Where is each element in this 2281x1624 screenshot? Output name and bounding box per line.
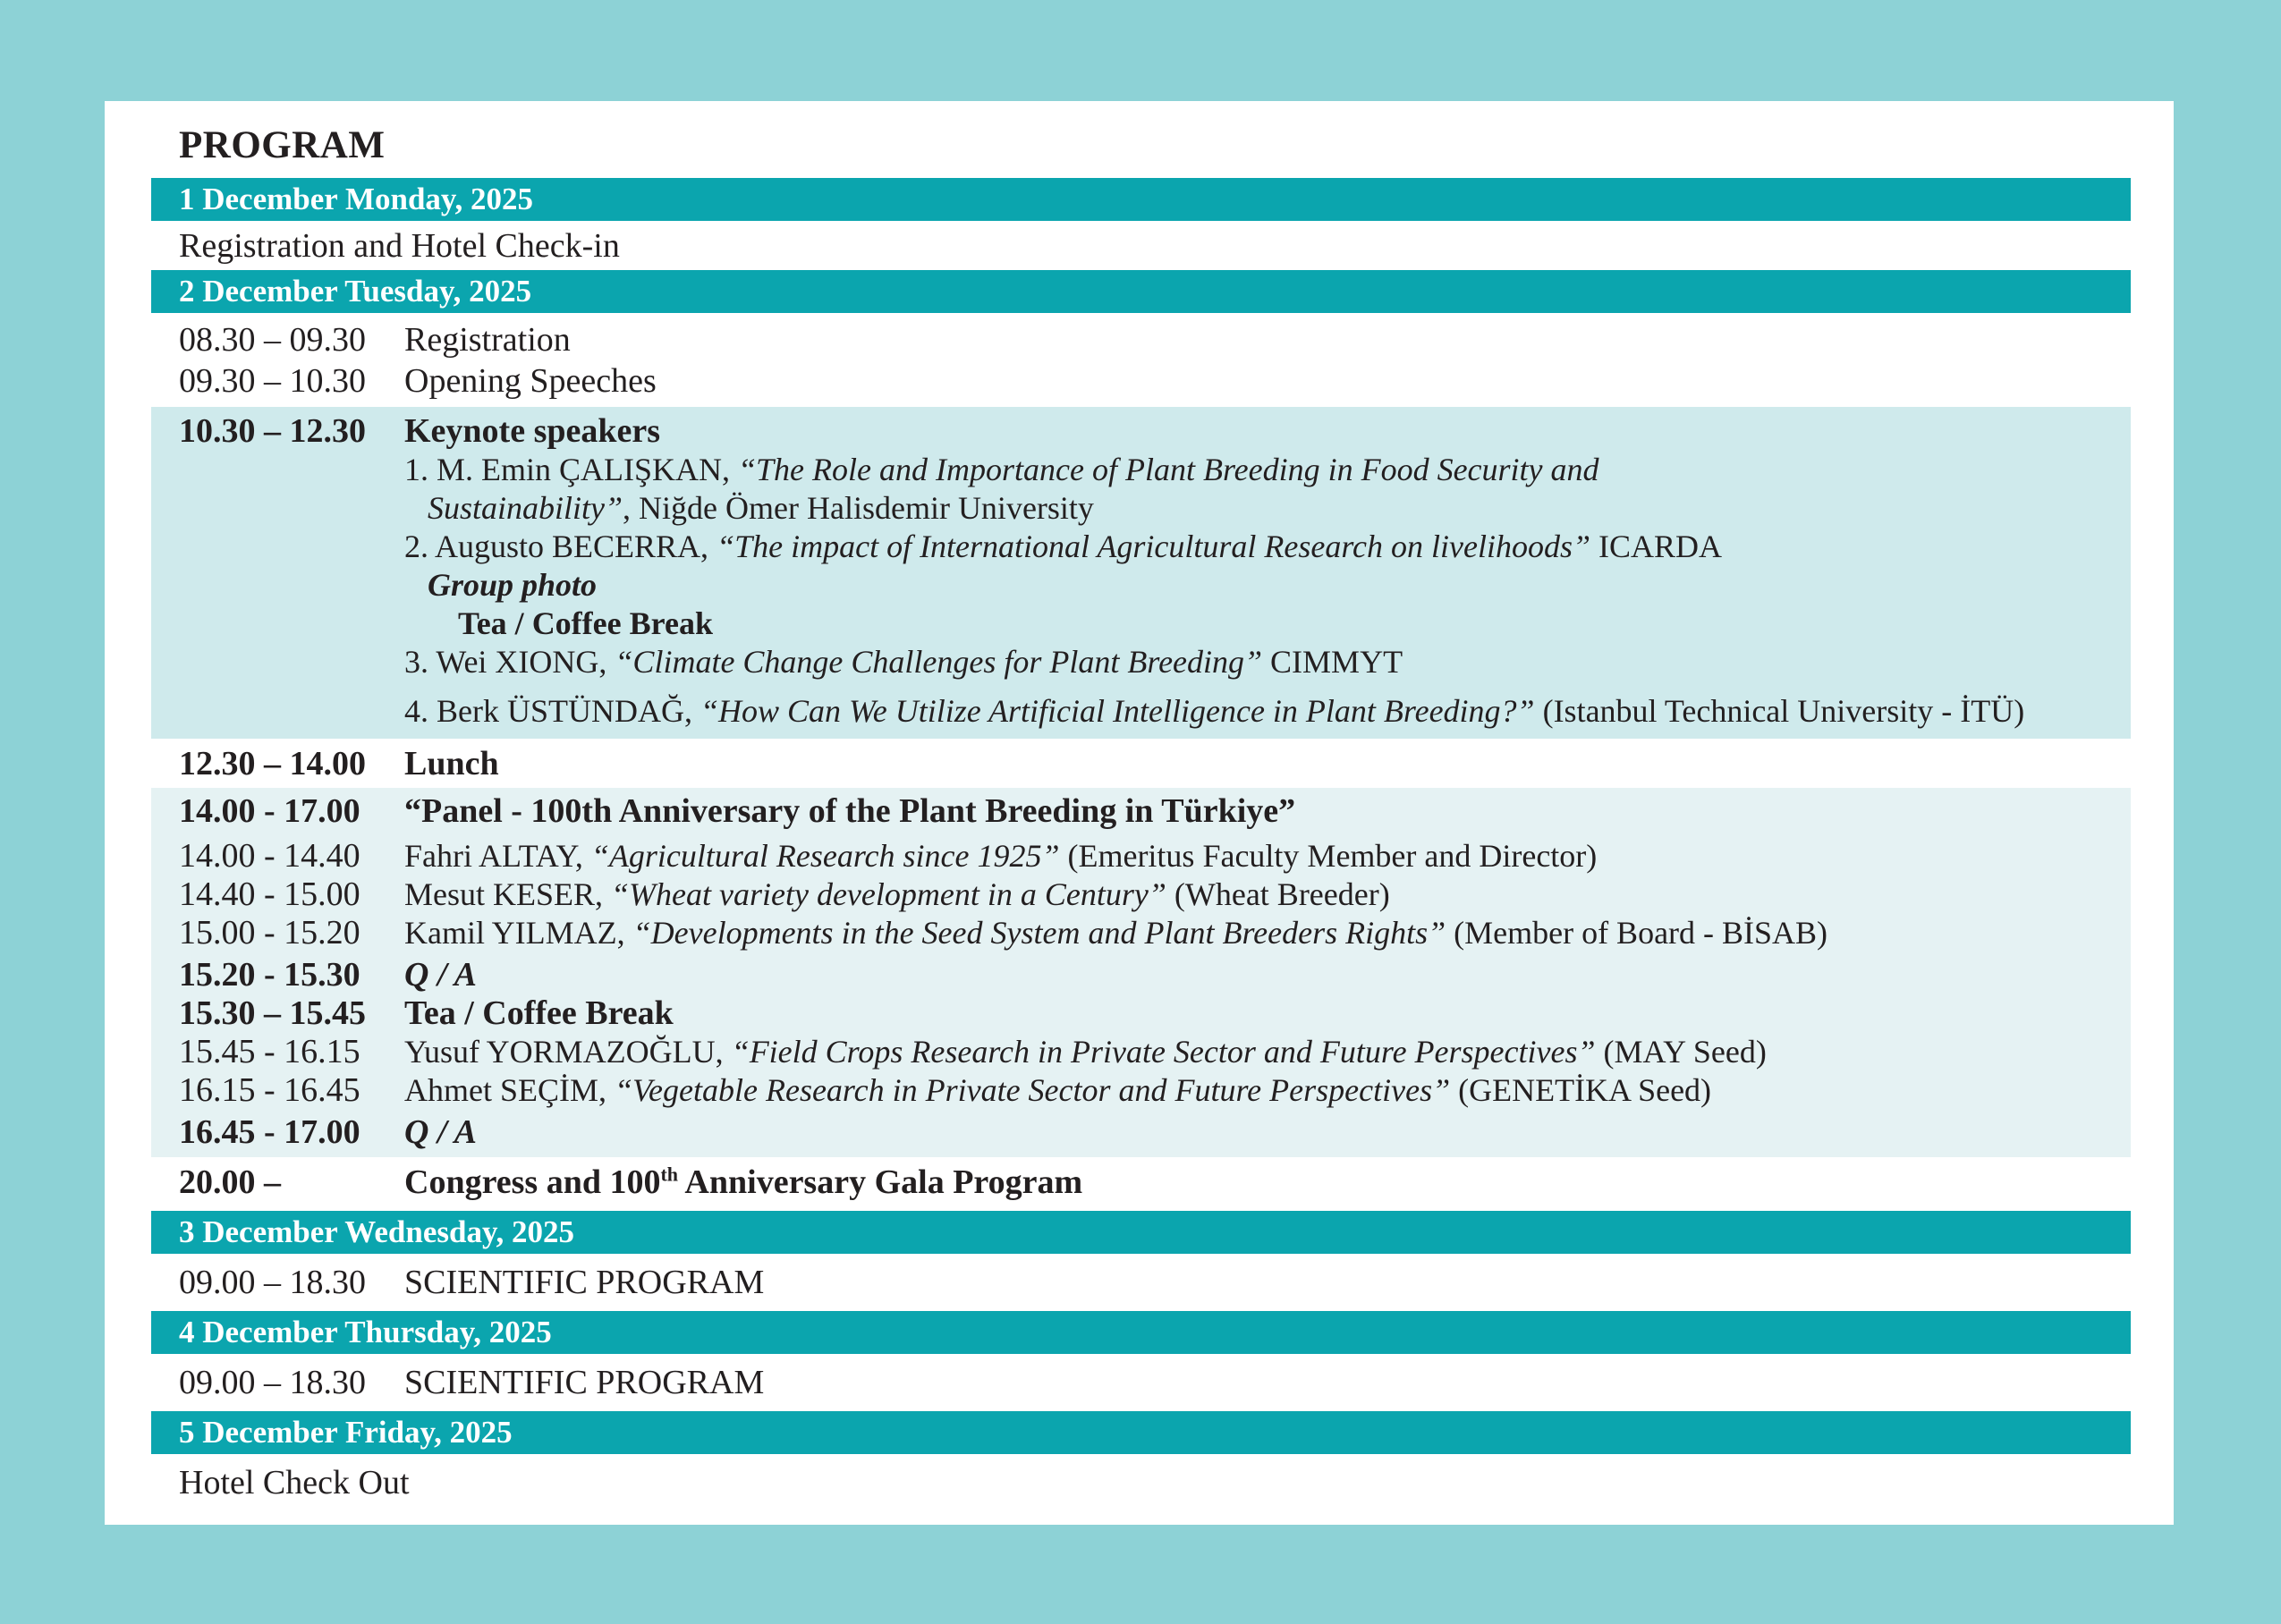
day-header-thursday — [151, 1311, 2131, 1354]
speaker-name: 3. Wei XIONG, — [404, 644, 615, 680]
time-range: 14.40 - 15.00 — [179, 875, 360, 913]
session-description: “Panel - 100th Anniversary of the Plant Breeding in Türkiye” — [404, 792, 1296, 830]
speaker-affiliation: (MAY Seed) — [1595, 1034, 1767, 1070]
session-description — [404, 837, 1597, 875]
time-range: 14.00 - 14.40 — [179, 837, 360, 875]
time-range: 15.45 - 16.15 — [179, 1033, 360, 1070]
session-description: Congress and 100th Anniversary Gala Program — [404, 1163, 1083, 1201]
day-header-label: 2 December Tuesday, 2025 — [179, 274, 532, 309]
speaker-affiliation: CIMMYT — [1262, 644, 1403, 680]
speaker-name: 2. Augusto BECERRA, — [404, 529, 717, 564]
day-header-monday — [151, 178, 2131, 221]
keynote-item-1-line-1 — [404, 451, 2131, 489]
speaker-name: 1. M. Emin ÇALIŞKAN, — [404, 452, 739, 487]
page-title: PROGRAM — [179, 124, 386, 166]
panel-heading-row — [151, 792, 2131, 831]
keynote-item-3 — [404, 643, 2131, 681]
day-header-wednesday — [151, 1211, 2131, 1254]
panel-talk-row — [151, 837, 2131, 875]
talk-title: “Climate Change Challenges for Plant Breeding” — [615, 644, 1263, 680]
day-header-friday — [151, 1411, 2131, 1454]
talk-title: “Wheat variety development in a Century” — [611, 876, 1166, 912]
speaker-affiliation: (Istanbul Technical University - İTÜ) — [1534, 693, 2025, 729]
talk-title: Sustainability” — [428, 490, 623, 526]
time-range: 09.00 – 18.30 — [179, 1364, 366, 1401]
speaker-name: Fahri ALTAY, — [404, 838, 591, 874]
schedule-row-opening — [151, 360, 2131, 402]
schedule-row-checkin — [151, 221, 2131, 270]
session-description: SCIENTIFIC PROGRAM — [404, 1264, 765, 1301]
talk-title: “How Can We Utilize Artificial Intelligence in Plant Breeding?” — [700, 693, 1535, 729]
time-range: 15.00 - 15.20 — [179, 914, 360, 952]
time-range: 14.00 - 17.00 — [179, 792, 360, 830]
ordinal-superscript: th — [660, 1163, 679, 1186]
session-description: Lunch — [404, 745, 499, 782]
panel-talk-row — [151, 1033, 2131, 1071]
time-range: 16.15 - 16.45 — [179, 1071, 360, 1109]
day-header-label: 4 December Thursday, 2025 — [179, 1315, 552, 1349]
talk-title: “Agricultural Research since 1925” — [590, 838, 1060, 874]
speaker-affiliation: (Emeritus Faculty Member and Director) — [1059, 838, 1598, 874]
program-content — [151, 101, 2131, 1503]
time-range: 12.30 – 14.00 — [179, 745, 366, 782]
scientific-program-row — [151, 1354, 2131, 1411]
panel-session-block — [151, 788, 2131, 1157]
session-description: Tea / Coffee Break — [404, 994, 674, 1032]
day-header-tuesday — [151, 270, 2131, 313]
talk-title: “Vegetable Research in Private Sector and Future Perspectives” — [615, 1072, 1451, 1108]
morning-rows — [151, 313, 2131, 407]
program-sheet — [105, 101, 2174, 1525]
keynote-item-1-line-2 — [428, 489, 2131, 528]
keynote-item-4 — [404, 692, 2131, 731]
coffee-break-label: Tea / Coffee Break — [458, 605, 713, 641]
speaker-affiliation: ICARDA — [1590, 529, 1723, 564]
talk-title: “Field Crops Research in Private Sector and Future Perspectives” — [731, 1034, 1596, 1070]
keynote-heading-row — [151, 412, 2131, 451]
group-photo-label: Group photo — [428, 567, 598, 603]
time-range: 10.30 – 12.30 — [179, 412, 366, 450]
panel-talk-row — [151, 1071, 2131, 1110]
time-range: 08.30 – 09.30 — [179, 321, 366, 359]
schedule-row-registration — [151, 319, 2131, 360]
time-range: 15.20 - 15.30 — [179, 956, 360, 994]
session-description — [404, 1071, 1711, 1110]
day-header-label: 5 December Friday, 2025 — [179, 1415, 513, 1450]
speaker-name: Kamil YILMAZ, — [404, 915, 633, 951]
speaker-affiliation: , Niğde Ömer Halisdemir University — [623, 490, 1094, 526]
talk-title: “Developments in the Seed System and Plant Breeders Rights” — [632, 915, 1446, 951]
panel-talk-row — [151, 914, 2131, 952]
session-description: Registration — [404, 321, 571, 359]
session-description — [404, 1033, 1767, 1071]
speaker-affiliation: (Wheat Breeder) — [1166, 876, 1390, 912]
time-range: 09.00 – 18.30 — [179, 1264, 366, 1301]
time-range: 16.45 - 17.00 — [179, 1113, 360, 1151]
speaker-affiliation: (GENETİKA Seed) — [1450, 1072, 1712, 1108]
qa-row — [151, 1113, 2131, 1152]
gala-row — [151, 1157, 2131, 1206]
session-description: SCIENTIFIC PROGRAM — [404, 1364, 765, 1401]
speaker-name: 4. Berk ÜSTÜNDAĞ, — [404, 693, 700, 729]
hotel-checkout-row — [151, 1454, 2131, 1503]
session-description: Registration and Hotel Check-in — [179, 227, 620, 265]
session-description: Hotel Check Out — [179, 1464, 410, 1501]
time-range: 09.30 – 10.30 — [179, 362, 366, 400]
speaker-name: Yusuf YORMAZOĞLU, — [404, 1034, 732, 1070]
session-description: Keynote speakers — [404, 412, 661, 450]
speaker-name: Mesut KESER, — [404, 876, 612, 912]
time-range: 15.30 – 15.45 — [179, 994, 366, 1032]
keynote-session-block — [151, 407, 2131, 739]
qa-row — [151, 956, 2131, 994]
day-header-label: 3 December Wednesday, 2025 — [179, 1214, 575, 1249]
coffee-break-row — [151, 994, 2131, 1033]
scientific-program-row — [151, 1254, 2131, 1311]
panel-talk-row — [151, 875, 2131, 914]
session-description: Opening Speeches — [404, 362, 657, 400]
schedule-row-lunch — [151, 739, 2131, 788]
session-description — [404, 914, 1827, 952]
talk-title: “The impact of International Agricultural Research on livelihoods” — [717, 529, 1591, 564]
session-description: Q / A — [404, 956, 477, 994]
day-header-label: 1 December Monday, 2025 — [179, 182, 533, 216]
keynote-item-2 — [404, 528, 2131, 566]
talk-title: “The Role and Importance of Plant Breeding in Food Security and — [738, 452, 1599, 487]
session-description: Q / A — [404, 1113, 477, 1151]
time-range: 20.00 – — [179, 1163, 281, 1201]
speaker-affiliation: (Member of Board - BİSAB) — [1446, 915, 1828, 951]
speaker-name: Ahmet SEÇİM, — [404, 1072, 615, 1108]
session-description — [404, 875, 1390, 914]
